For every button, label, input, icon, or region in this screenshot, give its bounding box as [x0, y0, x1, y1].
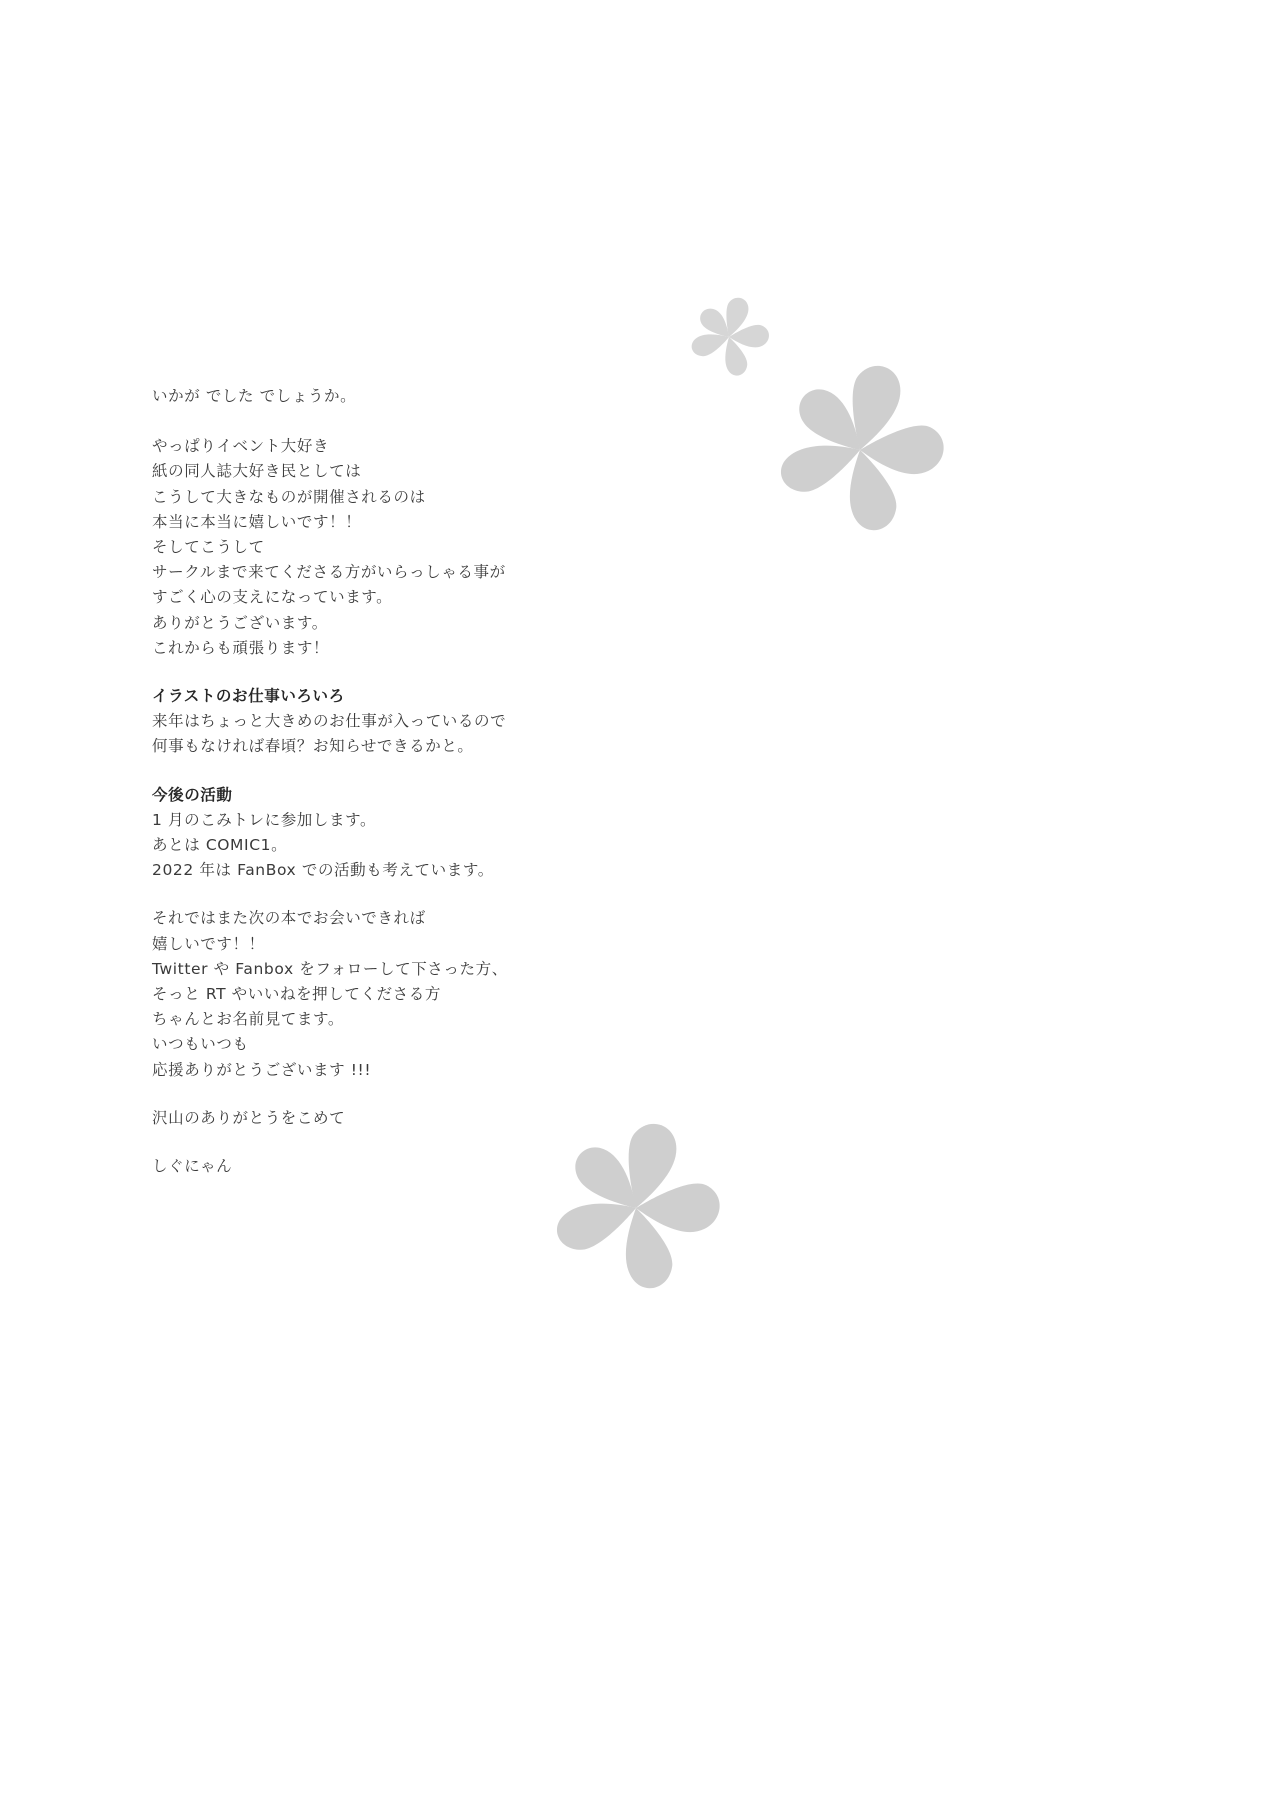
section-illustration-work-line-2: 何事もなければ春頃？お知らせできるかと。 — [152, 737, 474, 756]
section-future-activity-heading: 今後の活動 — [152, 785, 233, 804]
paragraph4-line-3: Twitter や Fanbox をフォローして下さった方、 — [152, 959, 508, 978]
paragraph1-line-3: こうして大きなものが開催されるのは — [152, 487, 426, 506]
paragraph1-line-6: サークルまで来てくださる方がいらっしゃる事が — [152, 563, 506, 582]
section-future-activity-line-1: 1 月のこみトレに参加します。 — [152, 810, 377, 829]
paragraph1-line-4: 本当に本当に嬉しいです！！ — [152, 512, 362, 531]
paragraph4-line-1: それではまた次の本でお会いできれば — [152, 909, 426, 928]
paragraph4-line-6: いつもいつも — [152, 1035, 249, 1054]
paragraph1-line-7: すごく心の支えになっています。 — [152, 588, 393, 607]
paragraph1-line-2: 紙の同人誌大好き民としては — [152, 462, 362, 481]
paragraph4-line-5: ちゃんとお名前見てます。 — [152, 1010, 344, 1029]
section-future-activity-line-3: 2022 年は FanBox での活動も考えています。 — [152, 861, 494, 880]
paragraph4-line-4: そっと RT やいいねを押してくださる方 — [152, 985, 441, 1004]
paragraph1-line-5: そしてこうして — [152, 538, 265, 557]
paragraph4-line-2: 嬉しいです！！ — [152, 934, 265, 953]
section-illustration-work-heading: イラストのお仕事いろいろ — [152, 687, 345, 706]
section-illustration-work-line-1: 来年はちょっと大きめのお仕事が入っているので — [152, 712, 507, 731]
paragraph1-line-1: やっぱりイベント大好き — [152, 437, 330, 456]
opening-line: いかが でした でしょうか。 — [152, 387, 357, 405]
paragraph1-line-9: これからも頑張ります！ — [152, 638, 330, 657]
section-future-activity-line-2: あとは COMIC1。 — [152, 836, 288, 855]
afterword-text — [152, 384, 572, 1179]
closing-line: 沢山のありがとうをこめて — [152, 1108, 346, 1127]
paragraph4-line-7: 応援ありがとうございます !!! — [152, 1060, 372, 1079]
paragraph1-line-8: ありがとうございます。 — [152, 613, 328, 632]
signature: しぐにゃん — [152, 1157, 233, 1176]
